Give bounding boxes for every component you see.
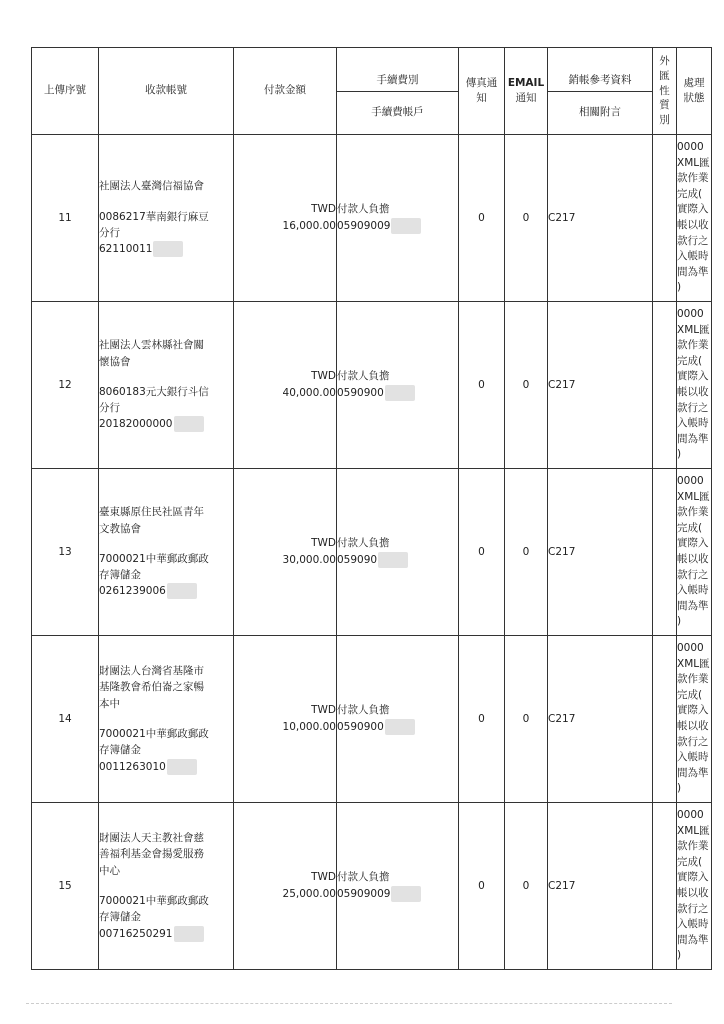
text-line: 入帳時 — [677, 584, 709, 597]
table-body — [32, 135, 712, 970]
table-row — [32, 135, 712, 302]
amount-cell — [234, 135, 337, 302]
account-number: 20182000000 — [99, 416, 233, 432]
header-fee — [337, 48, 459, 135]
text-line: 7000021中華郵政郵政 — [99, 728, 209, 740]
ref-cell: C217 — [548, 636, 653, 803]
text-line: 善福利基金會揚愛服務 — [99, 848, 204, 861]
text-line: 入帳時 — [677, 918, 709, 931]
payee-name — [99, 178, 233, 194]
header-fee-type: 手續費別 — [376, 74, 419, 87]
text-line: 財團法人天主教社會慈 — [99, 832, 204, 845]
text-line: 款作業 — [677, 339, 709, 352]
header-amount: 付款金額 — [234, 48, 337, 135]
bank-branch — [99, 551, 233, 584]
payee-account-cell — [99, 469, 234, 636]
text-line: 完成( — [677, 688, 703, 701]
fee-account: 0590900 — [337, 719, 458, 736]
currency: TWD — [311, 203, 336, 216]
header-row — [32, 48, 712, 135]
text-line: ) — [677, 949, 682, 962]
text-line: 款作業 — [677, 840, 709, 853]
email-notice-cell: 0 — [505, 302, 548, 469]
fx-nature-cell — [653, 469, 677, 636]
table-row — [32, 803, 712, 970]
fee-account: 0590900 — [337, 385, 458, 402]
page-footer-divider — [26, 1003, 672, 1004]
redaction-mark — [378, 552, 408, 568]
fax-notice-cell: 0 — [459, 135, 505, 302]
email-notice-cell: 0 — [505, 803, 548, 970]
fax-notice-cell: 0 — [459, 803, 505, 970]
redaction-mark — [391, 886, 421, 902]
fx-nature-cell — [653, 135, 677, 302]
text-line: 基隆教會希伯崙之家暢 — [99, 681, 204, 694]
fee-type: 付款人負擔 — [337, 537, 390, 550]
text-line: 社團法人臺灣信福協會 — [99, 180, 204, 193]
status-cell — [677, 469, 712, 636]
text-line: 款行之 — [677, 735, 709, 748]
status-cell — [677, 135, 712, 302]
fax-notice-cell: 0 — [459, 469, 505, 636]
text-line: XML匯 — [677, 323, 710, 336]
text-line: XML匯 — [677, 156, 710, 169]
fx-nature-cell — [653, 636, 677, 803]
payee-name — [99, 337, 233, 370]
fee-account: 05909009 — [337, 886, 458, 903]
redaction-mark — [174, 926, 204, 942]
text-line: 間為準 — [677, 265, 709, 278]
fax-notice-cell: 0 — [459, 636, 505, 803]
text-line: 實際入 — [677, 203, 709, 216]
email-notice-cell: 0 — [505, 636, 548, 803]
ref-cell: C217 — [548, 302, 653, 469]
amount-value: 10,000.00 — [282, 721, 336, 733]
header-attachment: 相關附言 — [548, 91, 652, 134]
text-line: 實際入 — [677, 370, 709, 383]
fee-type: 付款人負擔 — [337, 370, 390, 383]
fee-cell — [337, 469, 459, 636]
text-line: 帳以收 — [677, 720, 709, 732]
text-line: 款行之 — [677, 568, 709, 581]
header-fee-account: 手續費帳戶 — [337, 91, 458, 134]
seq-cell: 14 — [32, 636, 99, 803]
fee-cell — [337, 803, 459, 970]
email-notice-cell: 0 — [505, 469, 548, 636]
text-line: 本中 — [99, 697, 120, 710]
text-line: 款作業 — [677, 673, 709, 686]
fx-nature-cell — [653, 302, 677, 469]
text-line: 8060183元大銀行斗信 — [99, 385, 209, 398]
text-line: 間為準 — [677, 933, 709, 946]
text-line: ) — [677, 448, 682, 461]
fee-type: 付款人負擔 — [337, 871, 390, 884]
text-line: 完成( — [677, 855, 703, 868]
text-line: 實際入 — [677, 704, 709, 717]
redaction-mark — [167, 759, 197, 775]
text-line: XML匯 — [677, 490, 710, 503]
currency: TWD — [311, 537, 336, 550]
text-line: 文教協會 — [99, 522, 141, 535]
account-number: 0261239006 — [99, 583, 233, 599]
text-line: 分行 — [99, 227, 120, 239]
text-line: 實際入 — [677, 537, 709, 550]
account-number: 00716250291 — [99, 926, 233, 942]
table-row — [32, 302, 712, 469]
redaction-mark — [385, 719, 415, 735]
header-ref-data: 銷帳參考資料 — [568, 74, 632, 87]
fee-account: 05909009 — [337, 218, 458, 235]
fee-type: 付款人負擔 — [337, 704, 390, 717]
text-line: 7000021中華郵政郵政 — [99, 895, 209, 907]
text-line: 存簿儲金 — [99, 569, 141, 582]
text-line: 實際入 — [677, 871, 709, 884]
text-line: 間為準 — [677, 432, 709, 445]
amount-value: 40,000.00 — [282, 387, 336, 399]
text-line: 0086217華南銀行麻豆 — [99, 210, 209, 223]
fee-type: 付款人負擔 — [337, 203, 390, 216]
payee-account-cell — [99, 302, 234, 469]
fee-cell — [337, 135, 459, 302]
seq-cell: 11 — [32, 135, 99, 302]
text-line: 款行之 — [677, 401, 709, 414]
redaction-mark — [174, 416, 204, 432]
text-line: 0000 — [677, 475, 704, 488]
currency: TWD — [311, 871, 336, 884]
text-line: ) — [677, 615, 682, 628]
amount-value: 25,000.00 — [282, 888, 336, 900]
amount-value: 16,000.00 — [282, 220, 336, 232]
text-line: 分行 — [99, 402, 120, 415]
payee-account-cell — [99, 135, 234, 302]
text-line: 完成( — [677, 521, 703, 534]
payee-account-cell — [99, 636, 234, 803]
payee-name — [99, 830, 233, 879]
header-ref — [548, 48, 653, 135]
fee-cell — [337, 636, 459, 803]
text-line: 0000 — [677, 308, 704, 321]
text-line: 帳以收 — [677, 887, 709, 899]
header-fx-nature: 外 匯 性 質 別 — [653, 48, 677, 135]
text-line: 0000 — [677, 809, 704, 822]
payee-account-cell — [99, 803, 234, 970]
text-line: 入帳時 — [677, 250, 709, 263]
amount-cell — [234, 636, 337, 803]
status-cell — [677, 803, 712, 970]
text-line: 懷協會 — [99, 355, 131, 368]
remittance-table — [31, 47, 712, 970]
ref-cell: C217 — [548, 469, 653, 636]
header-status: 處理 狀態 — [677, 48, 712, 135]
fax-notice-cell: 0 — [459, 302, 505, 469]
text-line: ) — [677, 281, 682, 294]
amount-cell — [234, 803, 337, 970]
text-line: 存簿儲金 — [99, 911, 141, 924]
text-line: 0000 — [677, 141, 704, 154]
text-line: 帳以收 — [677, 386, 709, 398]
bank-branch — [99, 384, 233, 417]
text-line: 入帳時 — [677, 417, 709, 430]
payee-name — [99, 504, 233, 537]
amount-cell — [234, 302, 337, 469]
payee-name — [99, 663, 233, 712]
currency: TWD — [311, 704, 336, 717]
text-line: 7000021中華郵政郵政 — [99, 552, 209, 565]
bank-branch — [99, 726, 233, 759]
table-row — [32, 469, 712, 636]
bank-branch — [99, 893, 233, 926]
text-line: 0000 — [677, 642, 704, 655]
redaction-mark — [153, 241, 183, 257]
email-notice-cell: 0 — [505, 135, 548, 302]
seq-cell: 15 — [32, 803, 99, 970]
ref-cell: C217 — [548, 803, 653, 970]
redaction-mark — [167, 583, 197, 599]
account-number: 0011263010 — [99, 759, 233, 775]
account-number: 62110011 — [99, 241, 233, 257]
ref-cell: C217 — [548, 135, 653, 302]
status-cell — [677, 636, 712, 803]
text-line: 款行之 — [677, 234, 709, 247]
header-seq: 上傳序號 — [32, 48, 99, 135]
fx-nature-cell — [653, 803, 677, 970]
redaction-mark — [385, 385, 415, 401]
redaction-mark — [391, 218, 421, 234]
status-cell — [677, 302, 712, 469]
text-line: XML匯 — [677, 824, 710, 837]
text-line: 社團法人雲林縣社會關 — [99, 339, 204, 352]
text-line: 款行之 — [677, 902, 709, 915]
fee-cell — [337, 302, 459, 469]
text-line: 款作業 — [677, 506, 709, 519]
text-line: 臺東縣原住民社區青年 — [99, 506, 204, 519]
text-line: 間為準 — [677, 599, 709, 612]
header-account: 收款帳號 — [99, 48, 234, 135]
header-fax-notice: 傳真通 知 — [459, 48, 505, 135]
text-line: 完成( — [677, 354, 703, 367]
amount-cell — [234, 469, 337, 636]
text-line: 帳以收 — [677, 553, 709, 565]
seq-cell: 13 — [32, 469, 99, 636]
text-line: 財團法人台灣省基隆市 — [99, 665, 204, 678]
text-line: 完成( — [677, 187, 703, 200]
text-line: XML匯 — [677, 657, 710, 670]
table-row — [32, 636, 712, 803]
text-line: 間為準 — [677, 766, 709, 779]
header-email-notice: EMAIL 通知 — [505, 48, 548, 135]
amount-value: 30,000.00 — [282, 554, 336, 566]
bank-branch — [99, 209, 233, 242]
text-line: 入帳時 — [677, 751, 709, 764]
currency: TWD — [311, 370, 336, 383]
text-line: 中心 — [99, 864, 120, 877]
seq-cell: 12 — [32, 302, 99, 469]
text-line: 存簿儲金 — [99, 744, 141, 757]
text-line: 帳以收 — [677, 219, 709, 231]
text-line: ) — [677, 782, 682, 795]
fee-account: 059090 — [337, 552, 458, 569]
text-line: 款作業 — [677, 172, 709, 185]
